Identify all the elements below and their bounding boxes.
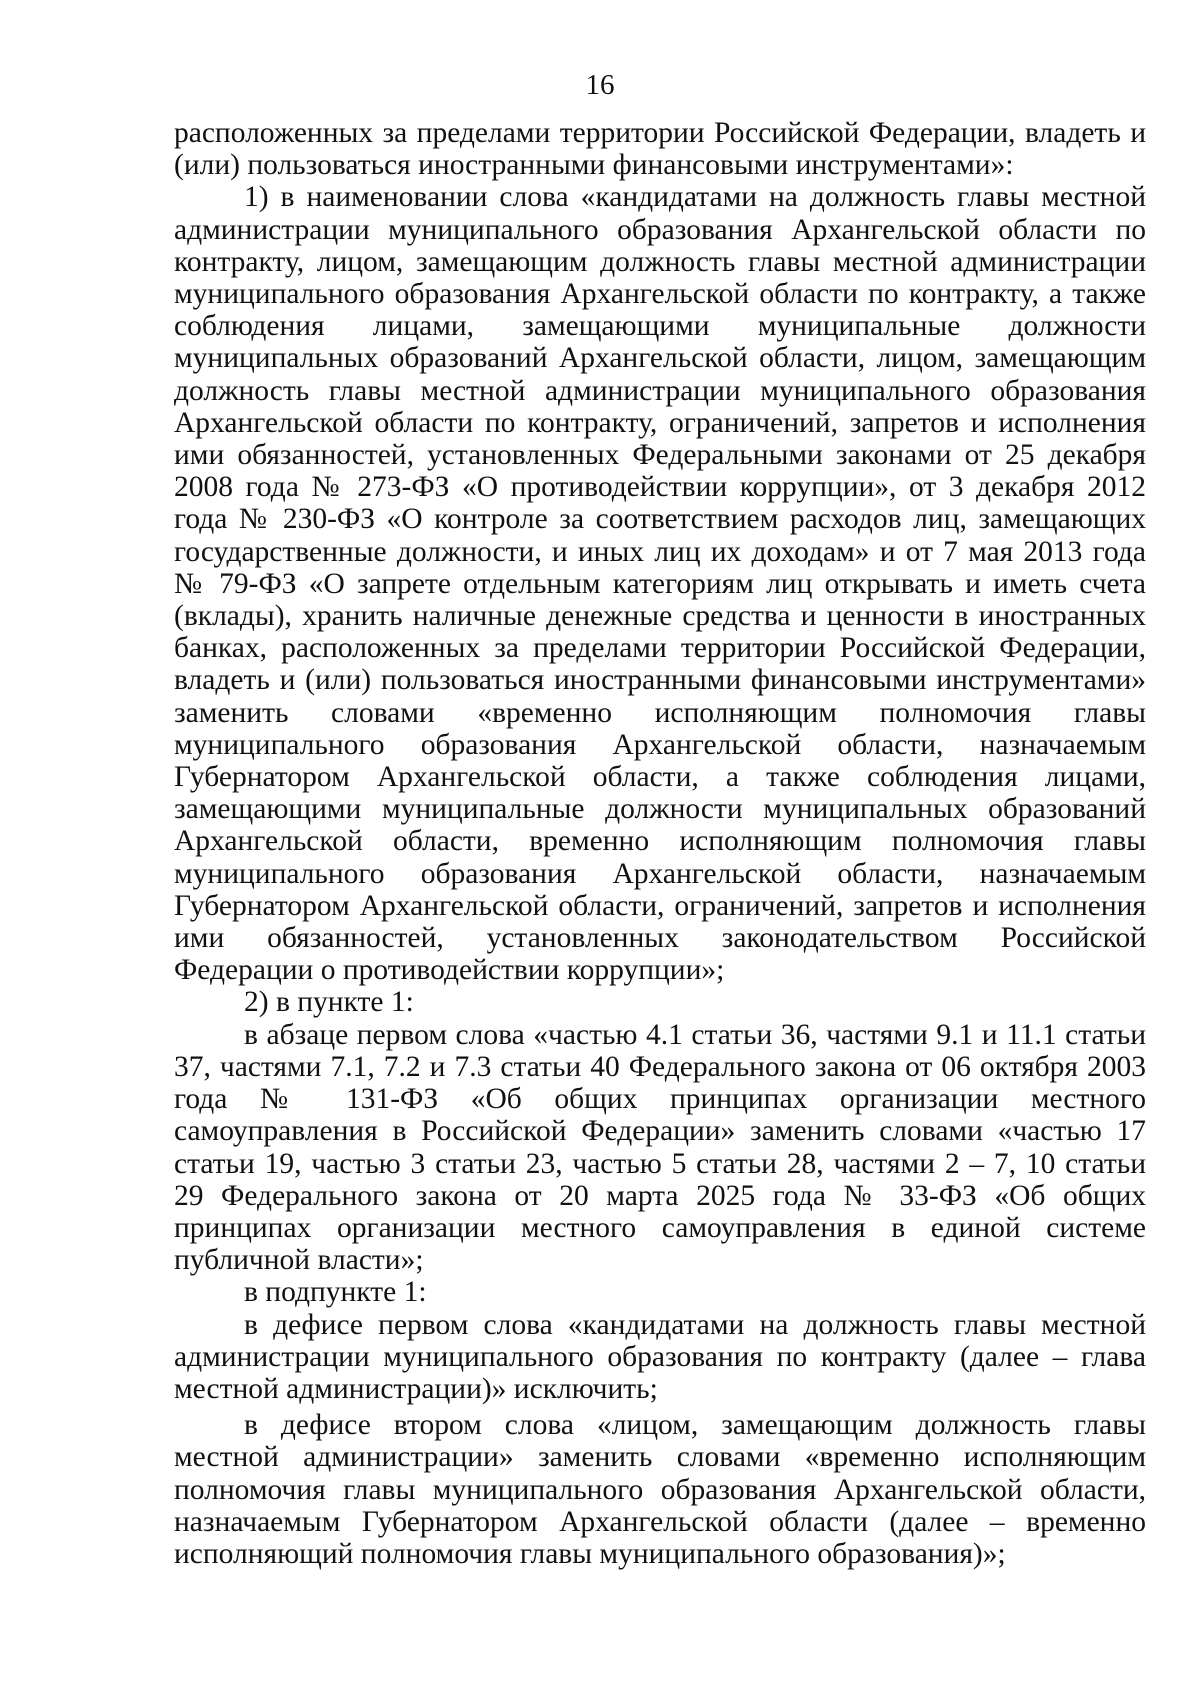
page-number: 16 — [585, 69, 615, 101]
paragraph-item-2: 2) в пункте 1: — [244, 986, 414, 1019]
paragraph-continuation: расположенных за пределами территории Российской Федерации, владеть и (или) пользоваться иностранными финансовыми инструментами»: — [174, 117, 1146, 182]
paragraph-dash-second: в дефисе втором слова «лицом, замещающим должность главы местной администрации» заменить словами «временно исполняющим полномочия главы муниципального образования Архангельской области, назначаемым Губернатором Архангельской области (далее – временно исполняющий полномочия главы муниципального образования)»; — [174, 1409, 1146, 1570]
paragraph-item-1: 1) в наименовании слова «кандидатами на должность главы местной администрации муниципального образования Архангельской области по контракту, лицом, замещающим должность главы местной администрации муниципального образования Архангельской области по контракту, а также соблюдения лицами, замещающими муниципальные должности муниципальных образований Архангельской области, лицом, замещающим должность главы местной администрации муниципального образования Архангельской области по контракту, ограничений, запретов и исполнения ими обязанностей, установленных Федеральными законами от 25 декабря 2008 года № 273-ФЗ «О противодействии коррупции», от 3 декабря 2012 года № 230-ФЗ «О контроле за соответствием расходов лиц, замещающих государственные должности, и иных лиц их доходам» и от 7 мая 2013 года № 79-ФЗ «О запрете отдельным категориям лиц открывать и иметь счета (вклады), хранить наличные денежные средства и ценности в иностранных банках, расположенных за пределами территории Российской Федерации, владеть и (или) пользоваться иностранными финансовыми инструментами» заменить словами «временно исполняющим полномочия главы муниципального образования Архангельской области, назначаемым Губернатором Архангельской области, а также соблюдения лицами, замещающими муниципальные должности муниципальных образований Архангельской области, временно исполняющим полномочия главы муниципального образования Архангельской области, назначаемым Губернатором Архангельской области, ограничений, запретов и исполнения ими обязанностей, установленных законодательством Российской Федерации о противодействии коррупции»; — [174, 181, 1146, 987]
paragraph-first-abzats: в абзаце первом слова «частью 4.1 статьи 36, частями 9.1 и 11.1 статьи 37, частями 7.1, 7.2 и 7.3 статьи 40 Федерального закона от 06 октября 2003 года № 131-ФЗ «Об общих принципах организации местного самоуправления в Российской Федерации» заменить словами «частью 17 статьи 19, частью 3 статьи 23, частью 5 статьи 28, частями 2 – 7, 10 статьи 29 Федерального закона от 20 марта 2025 года № 33-ФЗ «Об общих принципах организации местного самоуправления в единой системе публичной власти»; — [174, 1018, 1146, 1277]
paragraph-subitem-1: в подпункте 1: — [244, 1276, 427, 1309]
document-body — [174, 117, 1146, 1570]
paragraph-dash-first: в дефисе первом слова «кандидатами на должность главы местной администрации муниципального образования по контракту (далее – глава местной администрации)» исключить; — [174, 1308, 1146, 1405]
